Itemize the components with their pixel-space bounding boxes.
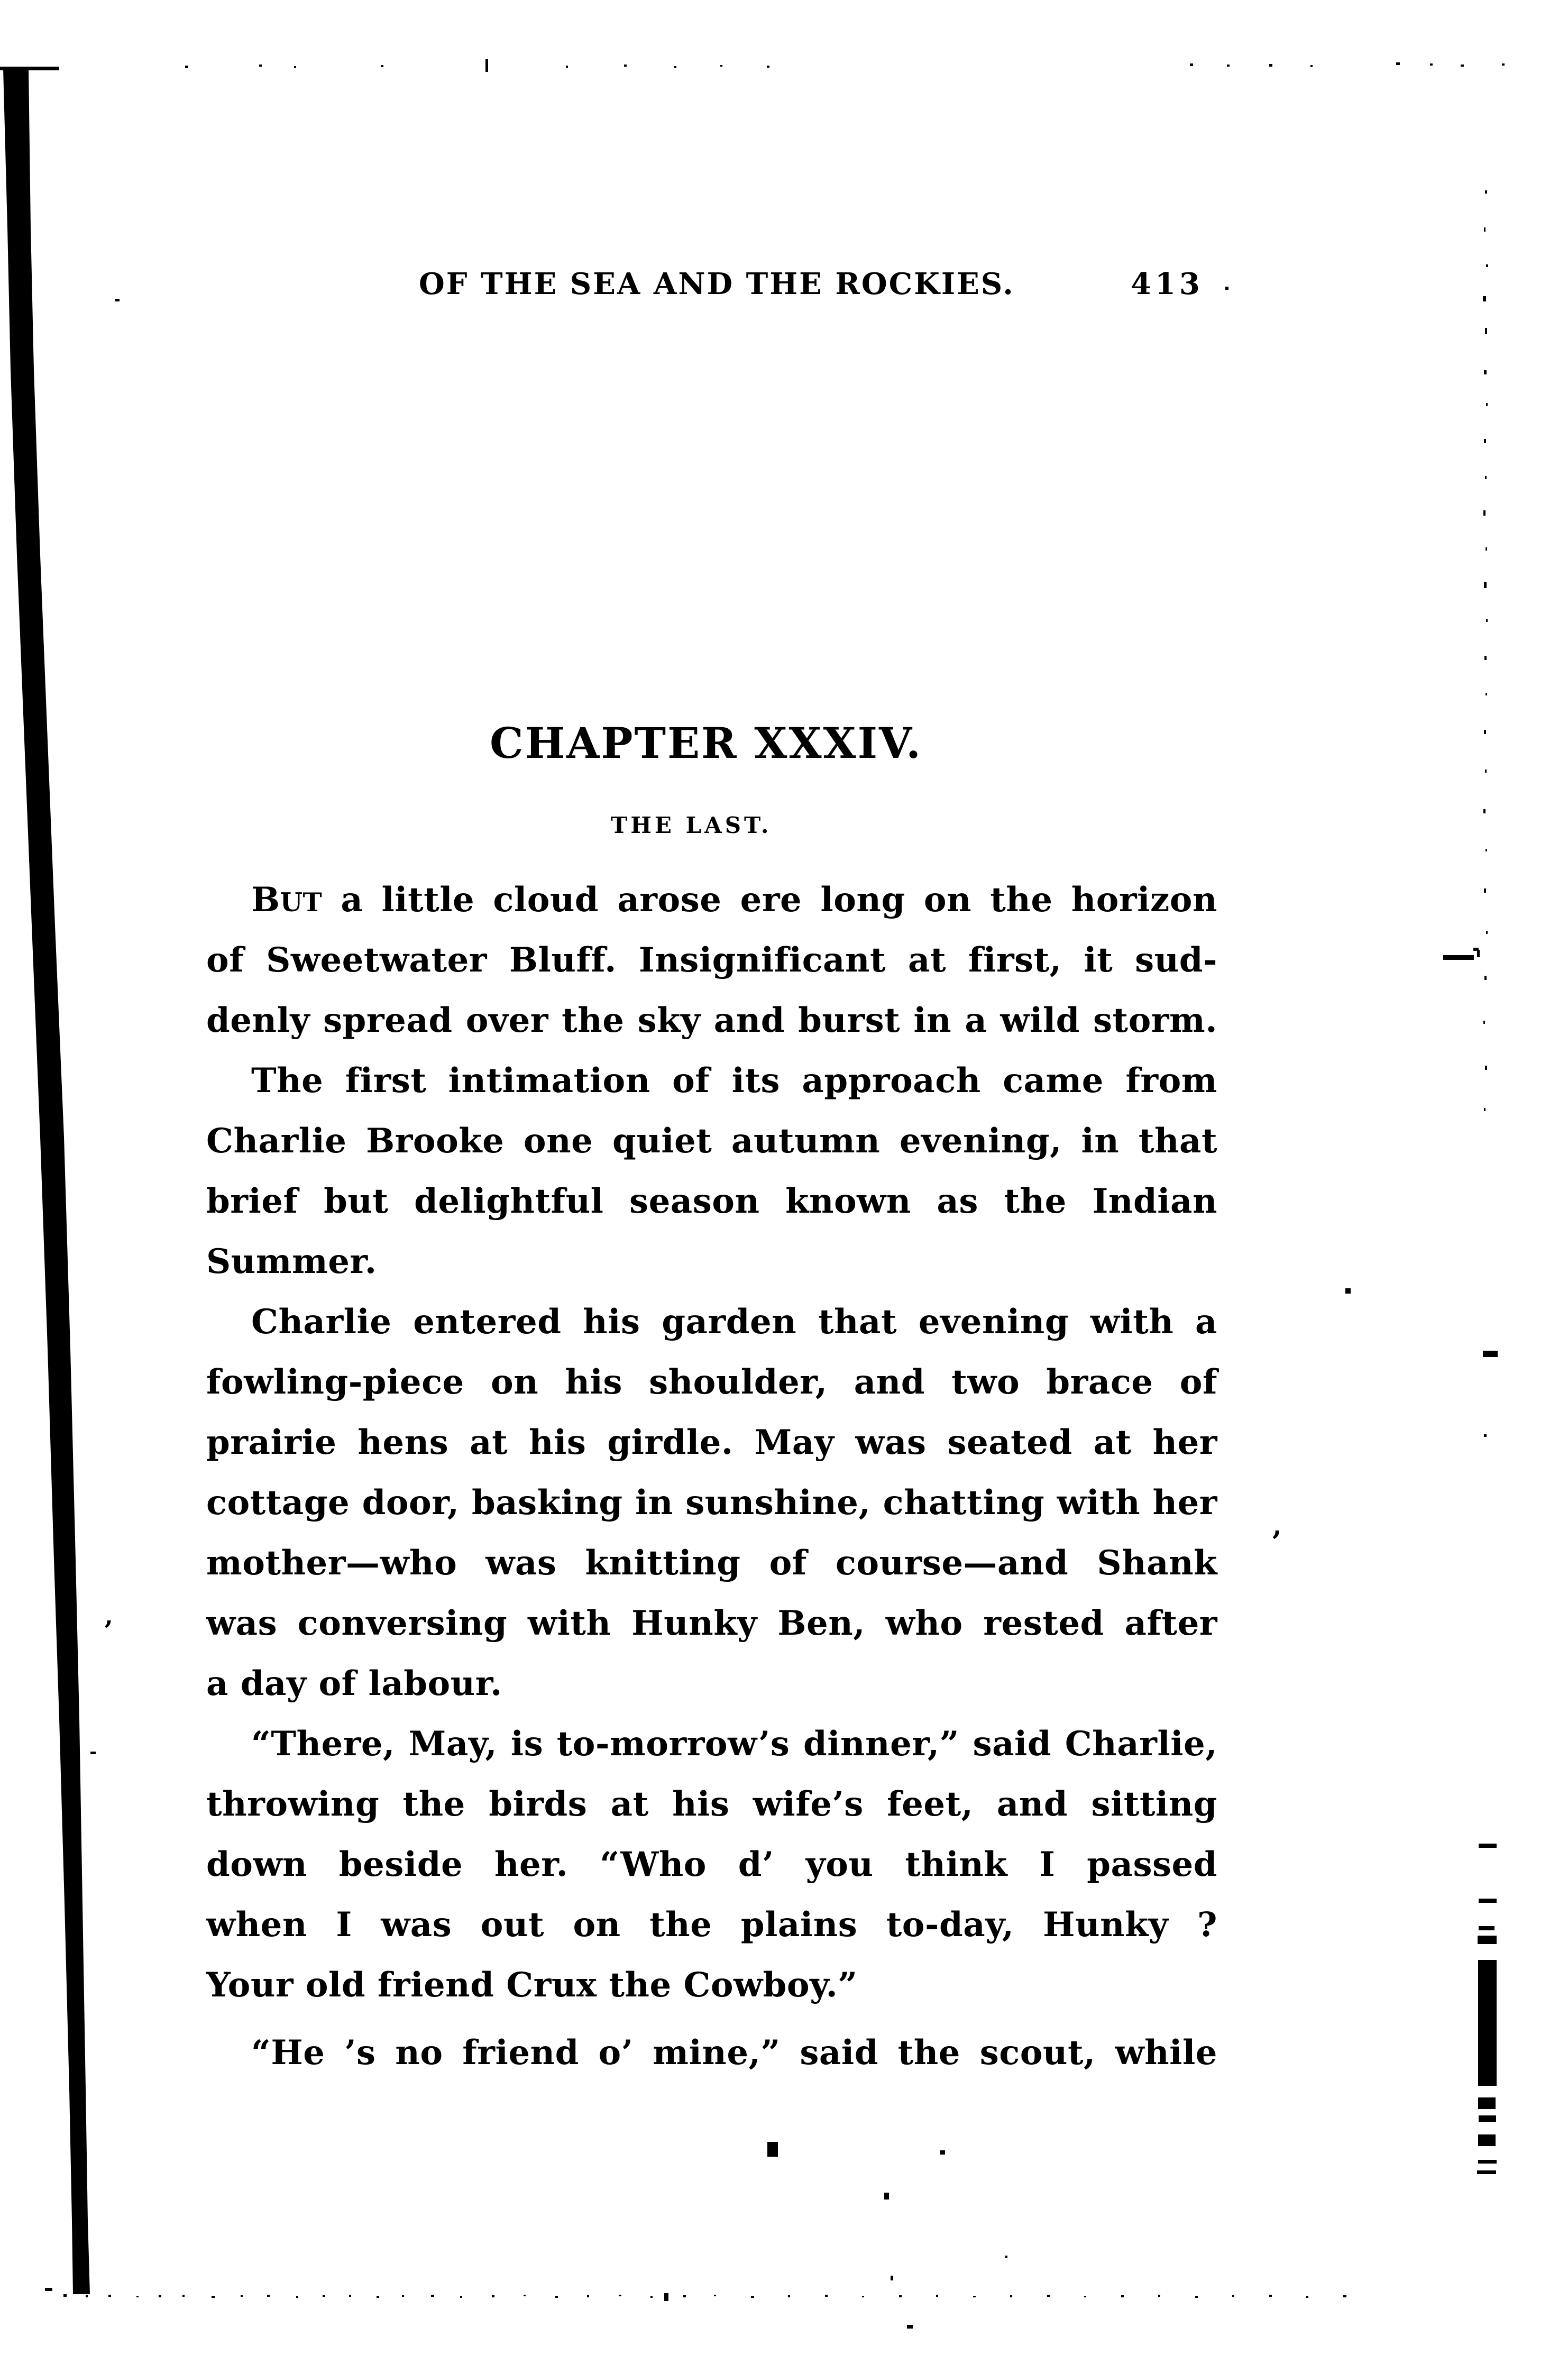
scan-speck	[1484, 439, 1486, 443]
scan-speck	[767, 2142, 778, 2157]
scan-speck	[1478, 2134, 1496, 2146]
scan-speck	[714, 2295, 716, 2296]
scan-speck	[1484, 888, 1486, 893]
scan-speck	[788, 2295, 790, 2297]
scan-speck	[720, 65, 722, 67]
chapter-subtitle: THE LAST.	[611, 812, 772, 838]
scan-speck	[1005, 2256, 1007, 2258]
body-line: Charlie entered his garden that evening with a	[251, 1302, 1217, 1342]
scan-speck	[1485, 328, 1487, 334]
scan-speck	[159, 2295, 161, 2297]
scan-mark-glyph: ’	[1271, 1525, 1282, 1560]
body-line-rest: a little cloud arose ere long on the horizon	[322, 880, 1217, 920]
scan-speck	[1461, 65, 1464, 67]
body-line: “There, May, is to-morrow’s dinner,” said Charlie,	[251, 1724, 1217, 1764]
body-text	[206, 870, 1217, 2083]
scan-speck	[1478, 1960, 1497, 2086]
scan-speck	[1483, 1021, 1485, 1024]
scan-speck	[349, 2295, 351, 2297]
scan-speck	[296, 2296, 298, 2298]
running-title: OF THE SEA AND THE ROCKIES.	[419, 267, 1015, 301]
scan-speck	[381, 65, 383, 67]
scan-speck	[1443, 955, 1474, 960]
running-header	[0, 267, 1568, 309]
scan-speck	[492, 2295, 494, 2297]
scan-speck	[241, 2295, 243, 2297]
scan-speck	[1484, 656, 1487, 660]
scan-speck	[1502, 63, 1505, 66]
scan-speck	[940, 2150, 945, 2155]
scan-speck	[1430, 63, 1433, 66]
scan-speck	[862, 2296, 864, 2297]
scan-speck	[650, 2296, 653, 2298]
body-line: throwing the birds at his wife’s feet, and sitting	[206, 1784, 1217, 1824]
scan-speck	[1479, 1926, 1494, 1930]
scan-speck	[1486, 264, 1488, 267]
scan-speck	[973, 2296, 976, 2297]
scan-speck	[891, 2276, 893, 2280]
scan-speck	[323, 2295, 325, 2297]
scan-speck	[1483, 510, 1486, 516]
scan-speck	[1232, 2295, 1234, 2297]
scan-speck	[664, 2293, 668, 2301]
scan-speck	[1484, 730, 1486, 734]
body-line: Summer.	[206, 1242, 377, 1281]
body-line: “He ’s no friend o’ mine,” said the scout, while	[251, 2033, 1217, 2073]
scan-speck	[402, 2295, 404, 2297]
scan-speck	[45, 2288, 52, 2291]
scan-speck	[1478, 2160, 1497, 2164]
scan-speck	[1485, 190, 1487, 194]
scan-speck	[0, 67, 59, 70]
scan-speck	[1195, 2296, 1198, 2298]
scan-speck	[907, 2325, 913, 2329]
body-line: brief but delightful season known as the Indian	[206, 1181, 1217, 1221]
scan-speck	[587, 2295, 589, 2297]
scan-speck	[267, 2295, 270, 2297]
scan-speck	[1010, 2295, 1012, 2297]
scan-speck	[1084, 2296, 1086, 2297]
scan-speck	[1484, 227, 1486, 232]
scan-speck	[431, 2295, 434, 2297]
scan-speck	[624, 65, 627, 67]
scan-speck	[1484, 976, 1487, 980]
scan-speck	[1484, 1434, 1487, 1437]
scan-speck	[1477, 2170, 1496, 2174]
scan-speck	[259, 65, 262, 67]
scan-speck	[619, 2295, 621, 2296]
scan-speck	[1269, 64, 1272, 67]
scan-speck	[136, 2296, 139, 2297]
body-line: Your old friend Crux the Cowboy.”	[206, 1965, 858, 2005]
scan-speck	[1343, 2295, 1346, 2297]
scan-speck	[899, 2295, 902, 2297]
scan-speck	[1479, 1899, 1497, 1903]
body-line-smallcaps: UT	[280, 887, 323, 918]
scan-speck	[1486, 931, 1488, 934]
scan-speck	[90, 1752, 96, 1754]
scan-speck	[1047, 2295, 1050, 2297]
scan-mark-glyph: ’	[104, 1615, 113, 1646]
scan-speck	[86, 2295, 88, 2297]
scan-speck	[1479, 2115, 1496, 2122]
scan-speck	[182, 2295, 185, 2297]
scan-speck	[524, 2295, 526, 2296]
scan-speck	[485, 59, 488, 72]
scan-speck	[1485, 769, 1487, 773]
scan-speck	[185, 66, 188, 68]
scan-speck	[1158, 2295, 1160, 2297]
scan-speck	[1121, 2295, 1124, 2297]
scan-speck	[1485, 476, 1487, 479]
scan-speck	[1486, 619, 1488, 622]
scan-speck	[1486, 693, 1487, 695]
scan-speck	[1485, 1066, 1487, 1070]
scan-speck	[460, 2296, 462, 2298]
body-line: a day of labour.	[206, 1664, 502, 1703]
scan-speck	[108, 2295, 111, 2297]
scan-speck	[1486, 403, 1488, 406]
scan-speck	[115, 299, 120, 301]
scan-speck	[63, 2294, 67, 2297]
scan-speck	[1483, 1351, 1498, 1357]
scan-speck	[1486, 849, 1487, 851]
gutter-shadow-shape	[3, 69, 90, 2294]
body-line: was conversing with Hunky Ben, who rested after	[206, 1603, 1217, 1643]
scan-speck	[751, 2296, 754, 2298]
scan-speck	[1227, 65, 1230, 67]
scan-speck	[1479, 1844, 1497, 1848]
chapter-title: CHAPTER XXXIV.	[490, 718, 922, 768]
scan-speck	[294, 66, 296, 68]
scan-speck	[825, 2295, 828, 2297]
body-line: cottage door, basking in sunshine, chatting with her	[206, 1483, 1217, 1523]
scan-speck	[884, 2193, 889, 2200]
body-line: The first intimation of its approach came from	[251, 1061, 1217, 1101]
body-line	[206, 870, 1217, 930]
scan-speck	[1486, 547, 1487, 551]
scan-speck	[1478, 1936, 1497, 1944]
scan-speck	[1396, 62, 1400, 65]
scan-speck	[674, 66, 676, 68]
body-line-initial: B	[251, 880, 280, 920]
scan-speck	[1190, 63, 1193, 66]
scan-speck	[1484, 582, 1487, 588]
scan-speck	[1478, 2097, 1496, 2109]
scan-speck	[936, 2295, 938, 2297]
scan-speck	[1477, 950, 1480, 957]
scan-speck	[566, 66, 568, 68]
scan-speck	[1345, 1288, 1351, 1294]
scan-speck	[1225, 287, 1228, 290]
scan-speck	[767, 66, 769, 68]
body-line: prairie hens at his girdle. May was seated at her	[206, 1423, 1217, 1462]
body-line: of Sweetwater Bluff. Insignificant at first, it sud-	[206, 940, 1217, 980]
scan-speck	[555, 2296, 558, 2298]
scan-speck	[1484, 1108, 1486, 1111]
scan-speck	[1484, 370, 1487, 374]
body-line: down beside her. “Who d’ you think I passed	[206, 1845, 1217, 1884]
scan-speck	[1269, 2295, 1272, 2297]
scan-speck	[377, 2296, 379, 2298]
scan-speck	[1306, 2296, 1308, 2298]
scan-speck	[1483, 296, 1486, 301]
scan-speck	[683, 2295, 686, 2297]
body-line: Charlie Brooke one quiet autumn evening, in that	[206, 1121, 1217, 1161]
body-line: fowling-piece on his shoulder, and two brace of	[206, 1362, 1217, 1402]
body-line: denly spread over the sky and burst in a wild storm.	[206, 1001, 1217, 1040]
scan-speck	[212, 2296, 215, 2298]
scan-speck	[1483, 809, 1486, 813]
body-line: mother—who was knitting of course—and Shank	[206, 1543, 1217, 1583]
scan-speck	[1310, 65, 1313, 67]
page-number: 413	[1131, 267, 1204, 301]
body-line: when I was out on the plains to-day, Hunky ?	[206, 1905, 1217, 1945]
